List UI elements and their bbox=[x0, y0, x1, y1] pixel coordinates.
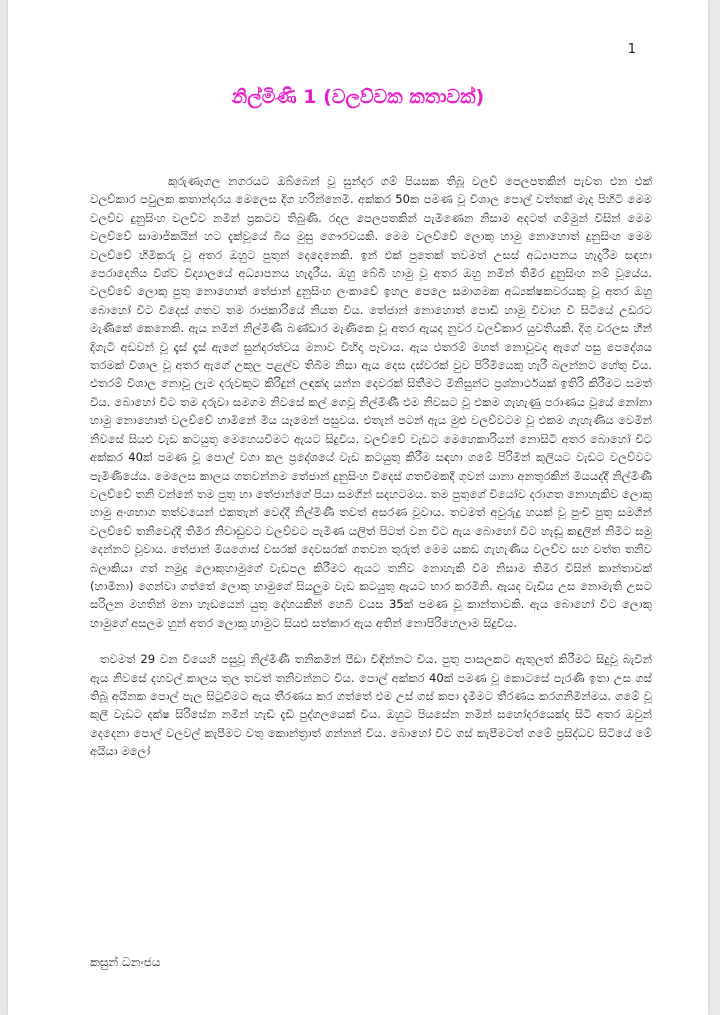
paragraph-1: කුරුණෑගල නගරයට ඔබ්බෙන් වූ සුන්දර ගම් පියසක තිබූ වලව් පෙලපතකින් පැවත එන එක් වලව්කාර පවුලක කතාන්දරය මෙලෙස දිග හරින්නෙමි. අක්කර 50ක පමණ වූ විශාල පොල් වත්තක් මැද පිහිටි මෙම වලව්ව දුනුසිංහ වලව්ව නමින් ප්‍රකටව තිබුණි. රදල පෙලපතකින් පැමිණෙන නිසාම අදටත් ගම්මුන් විසින් මෙම වලව්වේ සාමාජිකයින් හට දැක්වූයේ බිය මුසු ගෞරවයකි. මෙම වලව්වේ ලොකු හාමු නොහොත් දුනුසිංහ මෙම වලව්වේ හිමිකරු වූ අතර ඔහුට පුතුන් දෙදෙනෙකි. ඉන් එක් පුතෙක් තවමත් උසස් අධ්‍යාපනය හැදෑරීම සඳහා පෙරාදෙනිය විශ්ව විද්‍යාලයේ අධ්‍යාපනය හැදෑරීය. ඔහු බේබී හාමු වූ අතර ඔහු නමින් තිමිර දුනුසිංහ නම් වූයේය. වලව්වේ ලොකු පුතු නොහොත් තේජාන් දුනුසිංහ ලංකාවේ ඉහල පෙලෙ සමාගමක අධ්‍යක්ෂකවරයකු වූ අතර ඔහු බොහෝ විට විදෙස් ගතව තම රාජකාරියේ නියත විය. තේජාන් නොහොත් පොඩි හාමු විවාහ වී සිටියේ උඩරට මැණිකේ කෙනෙකි. ඇය නමින් නිල්මිණී බණ්ඩාර මැණිකෙ වූ අතර ඇයද නුවර වලව්කාර යුවතියකි. දිගු වරලස හීන් දිගැටි අඩවන් වූ දෑස් දෑස් ඇගේ සුන්දරත්වය මනාව විහිදා පෑවාය. ඇය එතරම් මහත් නොවූවද ඇගේ පසු පෙදේශය තරමක් විශාල වූ අතර ඇගේ උකුල පළල්ව තිබීම නිසා ඇය දෙස දස්වරක් වුව පිරිමියෙකු හැරී බලන්නට හේතු විය. එතරම් විශාල නොවූ ලැම දරුවකුට කිරිදුන් ලඳක්ද යන්න දෙවරක් සිතීමට මිනිසුන්ට ප්‍රශ්නාර්ථයක් ඉතිරි කිරීමට සමත් විය. බොහෝ විට තම දරුවා සමගම නිවසේ කල් ගෙවූ නිල්මිණී එම නිවසට වූ එකම ගැහැණු පරාණය වූයේ නෝනා හාමු නොහොත් වලව්වේ හාමිනේ මිය යෑමෙන් පසුවය. එතැන් පටන් ඇය මුළු වලව්වටම වූ එකම ගැහැණිය වෙමින් නිවසේ සියළු වැඩ කටයුතු මෙහෙයවීමට ඇයට සිදුවිය. වලව්වේ වැඩට මෙහෙකාරියන් නොසිටි අතර බොහෝ විට අක්කර 40ක් පමණ වූ පොල් වගා කල ප්‍රදේශයේ වැඩ කටයුතු කිරීම සඳහා ගමේ පිරිමින් කුලියට වැඩට වලව්වට පැමිණියේය. මෙලෙස කාලය ගතවන්නම තේජාන් දුනුසිංහ විදෙස් ගතවීමකදී ගුවන් යානා අනතුරකින් මියයද්දී නිල්මිණී වලව්වේ තනි වන්නේ තම පුතු හා තේජාන්ගේ පියා සමගින් සදහටමය. තම පුතුගේ වියෝව දරාගත නොහැකිව ලොකු හාමු අංශභාග තත්වයෙන් එකතැන් වෙද්දී නිල්මිණී තවත් අසරණ වූවාය. තවමත් අවුරුදු හයක් වූ පුංචි පුතු සමගින් වලව්වේ තනිවෙද්දී තිමිර නිවාඩුවට වලව්වට පැමිණ යලිත් පිටත් වන විට ඇය බොහෝ විට හැඬූ කඳුලින් නිමිට සමු දෙන්නට වූවාය. තේජාන් මියගොස් වසරක් දෙවසරක් ගතවන තුරුත් මෙම යකඩ ගැහැණිය වලව්ව සහ වත්ත තනිව බලාකියා ගත් නමුදු ලොකුහාමුගේ වැඩපල කිරීමට ඇයට තනිව නොහැකි වීම නිසාම තිමිර විසින් කාන්තාවක් (හාමිනා) ගෙන්වා ගත්තේ ලොකු හාමුගේ සියලුම වැඩ කටයුතු ඇයට භාර කරමිනි. ඇයද වැඩිය උස නොමැති උසට සරිලන මහතින් මනා හැඩයෙන් යුතු දේහයකින් හෙබි වයස 35ක් පමණ වූ කාන්තාවකි. ඇය බොහෝ විට ලොකු හාමුගේ අසලම හුන් අතර ලොකු හාමුට සියළු සත්කාර ඇය අතින් නොපිරිහෙලාම සිදුවිය. bbox=[90, 174, 652, 630]
author-name: කසුන් ධනංජය bbox=[90, 955, 161, 969]
document-page bbox=[8, 0, 708, 1015]
document-title: නිල්මිණි 1 (වලව්වක කතාවක්) bbox=[231, 86, 485, 108]
page-number: 1 bbox=[627, 42, 636, 57]
paragraph-2: තවමත් 29 වන වියෙහි පසුවූ නිල්මිණී තනිකමින් පීඩා විඳින්නට විය. පුතු පාසලකට ඇතුලත් කිරීමට සිදුවූ බැවින් ඇය නිවසේ දහවල් කාලය තුල තවත් තනිවන්නට විය. පොල් අක්කර 40ක් පමණ වූ කොටසේ පැරණි ඉතා උස ගස් තිබූ අයිනක පොල් පැල සිටුවීමට ඇය තීරණය කර ගත්තේ එම උස් ගස් කපා දැමීමට තීරණය කරගනිමින්මය. ගමේ වූ කුලී වැඩට දක්ෂ සිරිසේන නමින් හැඩි දැඩි පුද්ගලයෙක් විය. ඔහුට පියසේන නමින් සහෝදරයෙක්ද සිටි අතර ඔවුන් දෙදෙනා පොල් වලවල් කැපීමට වතු කොන්ත්‍රාත් ගන්නන් විය. බොහෝ විට ගස් කැපීමටත් ගමේ ප්‍රසිද්ධව සිටියේ මේ අයියා මලෝ bbox=[90, 652, 652, 759]
document-body bbox=[90, 172, 652, 761]
